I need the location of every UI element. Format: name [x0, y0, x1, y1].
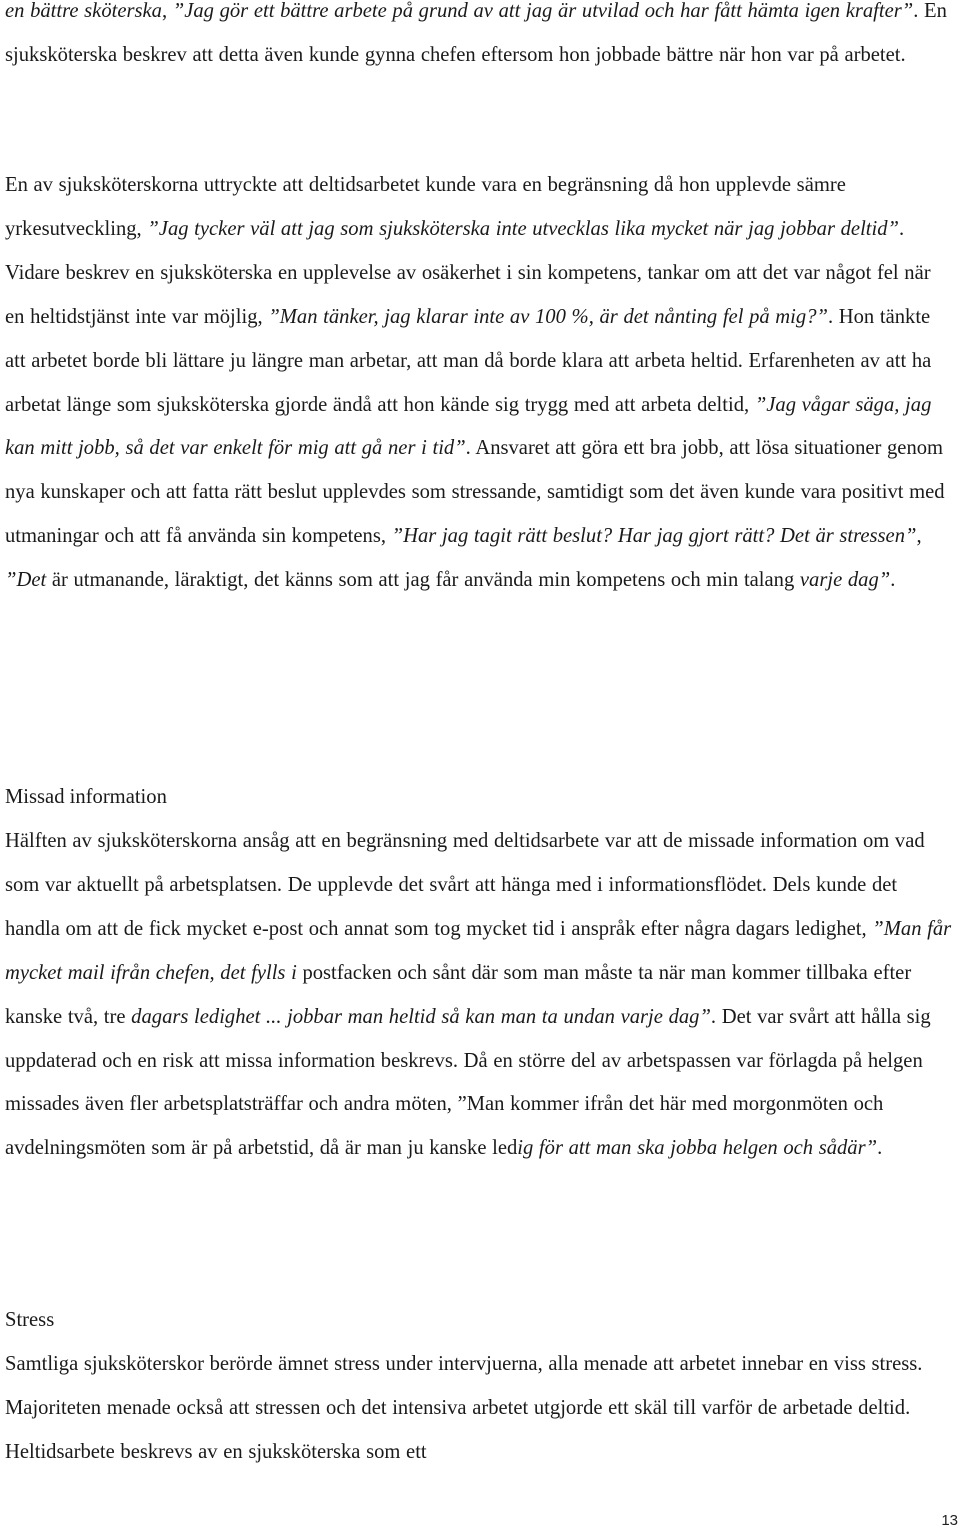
quote-run: ”Jag tycker väl att jag som sjuksköterska inte utvecklas lika mycket när jag jobbar deltid” — [147, 217, 899, 240]
quote-run: ”Man tänker, jag klarar inte av 100 %, är det nånting fel på mig?” — [268, 305, 828, 328]
text-run: är utmanande, läraktigt, det känns som att jag får använda min kompetens och min talang — [46, 569, 800, 592]
text-run: , — [916, 525, 922, 548]
quote-run: ”Man får mycket mail ifrån chefen, det fylls i — [5, 917, 952, 984]
quote-run: ”Det — [5, 569, 47, 592]
quote-run: varje dag” — [799, 569, 891, 592]
quote-run: en bättre sköterska — [5, 0, 162, 22]
page-number: 13 — [941, 1512, 958, 1529]
text-run: . En sjuksköterska beskrev att detta även kunde gynna chefen eftersom hon jobbade bättre när hon var på arbetet. — [5, 0, 947, 66]
quote-run: ig för att man ska jobba helgen och sådär” — [517, 1137, 878, 1160]
paragraph-4 — [5, 1343, 955, 1475]
quote-run: dagars ledighet ... jobbar man heltid så kan man ta undan varje dag” — [131, 1005, 711, 1028]
text-run: postfacken och sånt där som man måste ta när man kommer tillbaka efter kanske två, tre — [5, 961, 912, 1028]
quote-run: ”Jag gör ett bättre arbete på grund av att jag är utvilad och har fått hämta igen krafter” — [172, 0, 914, 22]
quote-run: ”Jag vågar säga, jag kan mitt jobb, så det var enkelt för mig att gå ner i tid” — [5, 393, 932, 460]
paragraph-3 — [5, 820, 955, 1171]
paragraph-1 — [5, 0, 955, 78]
text-run: . Det var svårt att hålla sig uppdaterad och en risk att missa information beskrevs. Då en större del av arbetspassen var förlagda på helgen missades även fler arbetsplatsträffar och andra möten, ”Man kommer ifrån det här med morgonmöten och avdelningsmöten som är på arbetstid, då är man ju kanske led — [5, 1005, 931, 1160]
text-run: . Ansvaret att göra ett bra jobb, att lösa situationer genom nya kunskaper och att fatta rätt beslut upplevdes som stressande, samtidigt som det även kunde vara positivt med utmaningar och att få använda sin kompetens, — [5, 437, 945, 548]
text-run: En av sjuksköterskorna uttryckte att deltidsarbetet kunde vara en begränsning då hon upplevde sämre yrkesutveckling, — [5, 174, 846, 240]
quote-run: ”Har jag tagit rätt beslut? Har jag gjort rätt? Det är stressen” — [391, 525, 917, 548]
text-run: . — [890, 569, 896, 592]
text-run: Samtliga sjuksköterskor berörde ämnet stress under intervjuerna, alla menade att arbetet innebar en viss stress. Majoriteten menade också att stressen och det intensiva arbetet utgjorde ett skäl till varför de arbetade deltid. Heltidsarbete beskrevs av en sjuksköterska som ett — [5, 1353, 923, 1463]
text-run: . Vidare beskrev en sjuksköterska en upplevelse av osäkerhet i sin kompetens, tankar om att det var något fel när en heltidstjänst inte var möjlig, — [5, 217, 931, 328]
text-run: Hälften av sjuksköterskorna ansåg att en begränsning med deltidsarbete var att de missade information om vad som var aktuellt på arbetsplatsen. De upplevde det svårt att hänga med i informationsflödet. Dels kunde det handla om att de fick mycket e-post och annat som tog mycket tid i anspråk efter några dagars ledighet, — [5, 830, 925, 940]
text-run: . — [877, 1137, 883, 1160]
heading-stress: Stress — [5, 1309, 55, 1331]
text-run: , — [161, 0, 173, 22]
heading-missad-information: Missad information — [5, 786, 167, 808]
paragraph-2 — [5, 164, 955, 603]
text-run: . Hon tänkte att arbetet borde bli lättare ju längre man arbetar, att man då borde klara att arbeta heltid. Erfarenheten av att ha arbetat länge som sjuksköterska gjorde ändå att hon kände sig trygg med att arbeta deltid, — [5, 305, 932, 416]
